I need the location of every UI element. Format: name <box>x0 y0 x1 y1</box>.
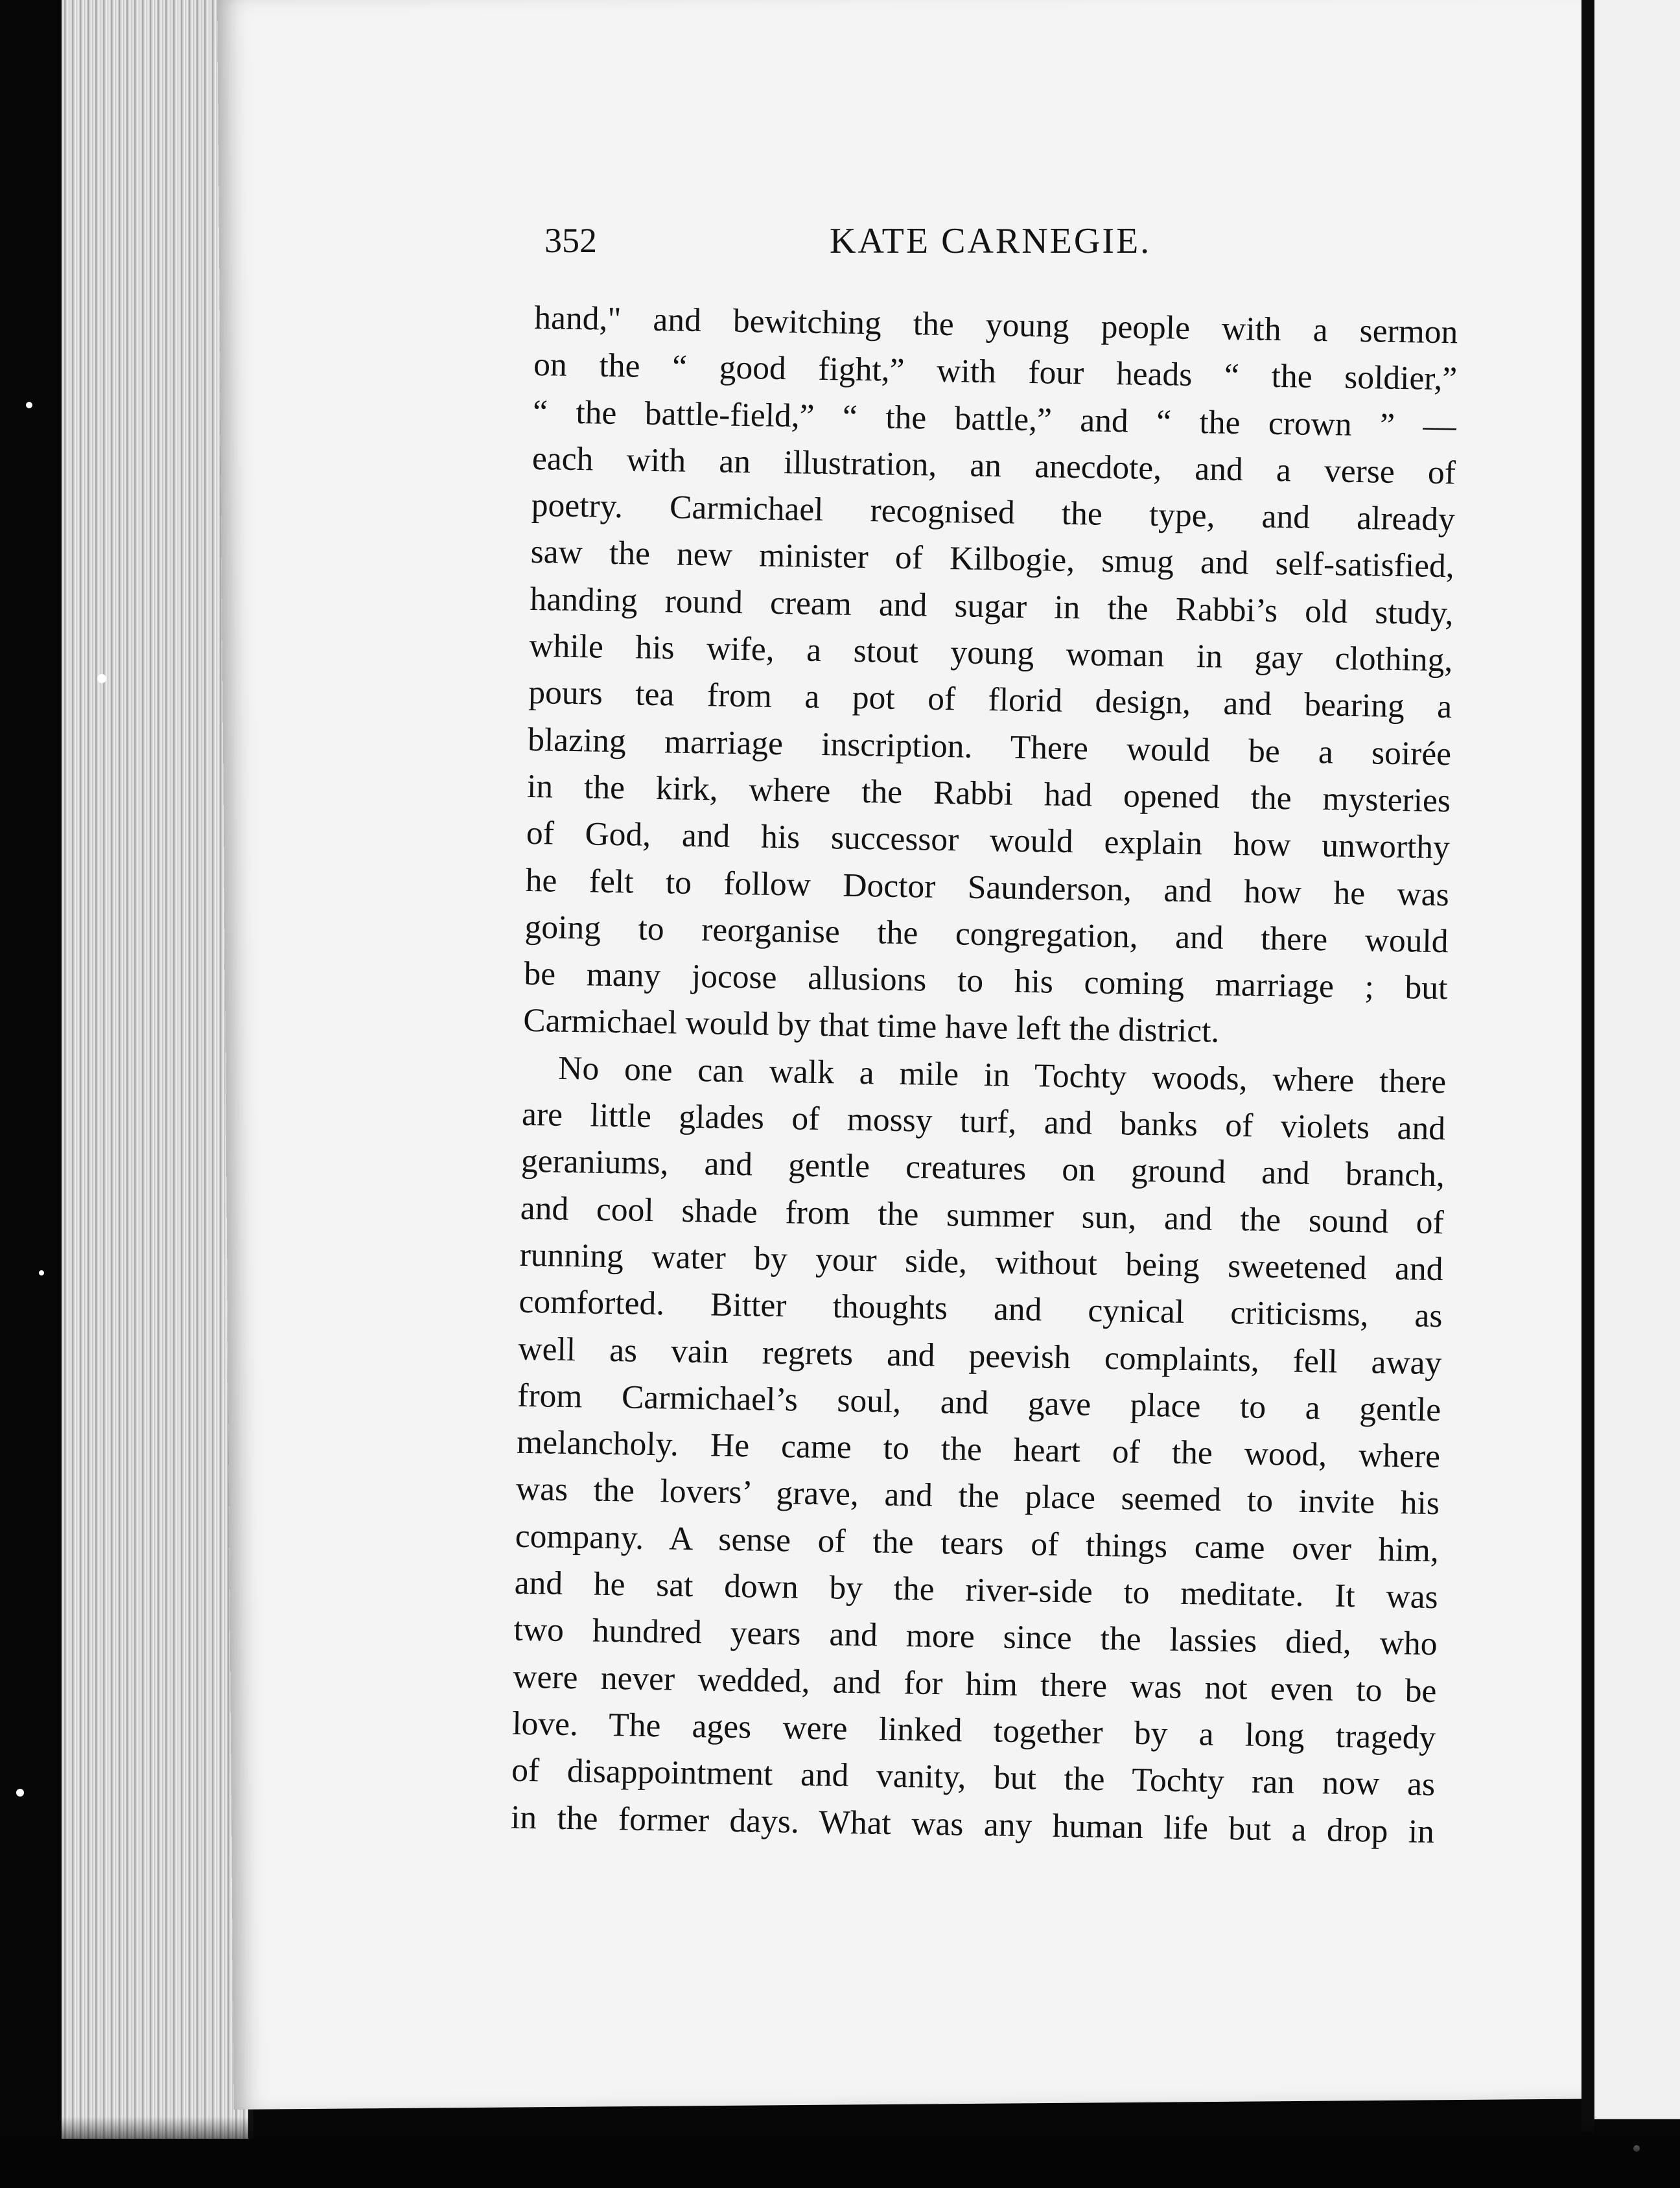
text-line: he felt to follow Doctor Saunderson, and how he was <box>525 861 1450 913</box>
text-line: company. A sense of the tears of things came over him, <box>515 1517 1440 1569</box>
text-line: poetry. Carmichael recognised the type, and already <box>531 487 1456 539</box>
binding-gutter <box>1581 0 1594 2132</box>
text-line: be many jocose allusions to his coming marriage ; but <box>524 955 1448 1007</box>
text-line: in the former days. What was any human life but a drop in <box>510 1798 1435 1850</box>
scan-speck <box>39 1270 44 1275</box>
running-title: KATE CARNEGIE. <box>830 221 1152 261</box>
text-line: going to reorganise the congregation, and there would <box>524 908 1449 960</box>
text-line: running water by your side, without being sweetened and <box>519 1236 1444 1288</box>
page-number: 352 <box>544 221 597 260</box>
text-line: of God, and his successor would explain how unworthy <box>526 815 1451 867</box>
text-line: each with an illustration, an anecdote, and a verse of <box>531 439 1456 492</box>
text-line: was the lovers’ grave, and the place seemed to invite his <box>515 1471 1440 1522</box>
text-line: Carmichael would by that time have left the district. <box>522 1002 1220 1051</box>
text-line: from Carmichael’s soul, and gave place to a gentle <box>517 1377 1441 1428</box>
text-line: are little glades of mossy turf, and banks of violets and <box>521 1095 1446 1148</box>
text-line: were never wedded, and for him there was not even to be <box>513 1658 1437 1710</box>
text-line: on the “ good fight,” with four heads “ the soldier,” <box>533 346 1458 398</box>
bottom-shadow <box>0 2117 1680 2188</box>
text-line: and cool shade from the summer sun, and the sound of <box>520 1189 1445 1241</box>
facing-page-edge <box>1594 0 1680 2119</box>
text-line: of disappointment and vanity, but the Tochty ran now as <box>511 1751 1436 1804</box>
text-line: love. The ages were linked together by a long tragedy <box>511 1705 1436 1757</box>
text-line: No one can walk a mile in Tochty woods, where there <box>557 1049 1447 1100</box>
scan-speck <box>16 1789 24 1797</box>
text-line: saw the new minister of Kilbogie, smug and self-satisfied, <box>530 533 1455 585</box>
text-line: “ the battle-field,” “ the battle,” and “ the crown ” — <box>532 393 1457 445</box>
text-line: comforted. Bitter thoughts and cynical criticisms, as <box>519 1283 1443 1335</box>
text-line: handing round cream and sugar in the Rabbi’s old study, <box>530 580 1454 633</box>
text-line: pours tea from a pot of florid design, and bearing a <box>528 674 1452 726</box>
scan-speck <box>26 402 32 408</box>
text-line: geraniums, and gentle creatures on ground and branch, <box>520 1143 1445 1194</box>
body-text <box>511 295 1458 1856</box>
text-line: blazing marriage inscription. There would be a soirée <box>527 721 1452 773</box>
text-line: well as vain regrets and peevish complaints, fell away <box>518 1330 1442 1382</box>
text-line: while his wife, a stout young woman in gay clothing, <box>529 627 1453 679</box>
text-line: and he sat down by the river-side to meditate. It was <box>514 1564 1439 1616</box>
text-line: melancholy. He came to the heart of the wood, where <box>516 1423 1441 1476</box>
scan-speck <box>97 674 106 683</box>
text-line: in the kirk, where the Rabbi had opened the mysteries <box>526 767 1451 820</box>
text-line: hand," and bewitching the young people with a sermon <box>533 299 1458 351</box>
page-header <box>544 220 1452 279</box>
text-line: two hundred years and more since the lassies died, who <box>513 1611 1438 1663</box>
